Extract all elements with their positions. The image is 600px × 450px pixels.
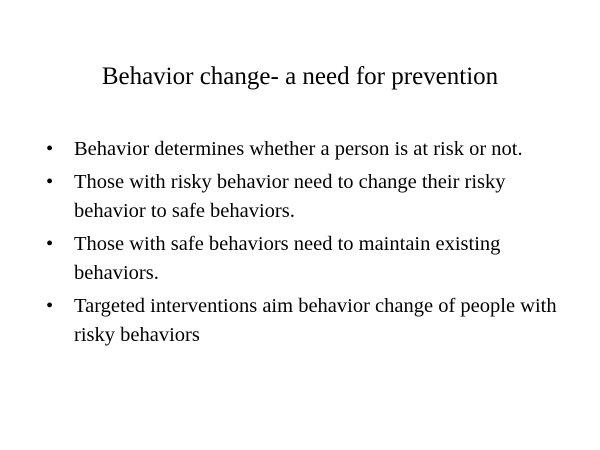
bullet-item [46, 230, 566, 288]
bullet-text: Targeted interventions aim behavior change of people with risky behaviors [74, 295, 557, 346]
bullet-item [46, 168, 566, 226]
slide-title: Behavior change- a need for prevention [101, 63, 499, 90]
bullet-list [46, 135, 566, 354]
bullet-text: Those with risky behavior need to change their risky behavior to safe behaviors. [74, 171, 506, 222]
bullet-dot-icon: • [46, 138, 54, 160]
bullet-text: Behavior determines whether a person is at risk or not. [74, 138, 523, 160]
bullet-dot-icon: • [46, 233, 54, 255]
bullet-dot-icon: • [46, 171, 54, 193]
bullet-item [46, 135, 566, 164]
bullet-item [46, 292, 566, 350]
bullet-text: Those with safe behaviors need to maintain existing behaviors. [74, 233, 501, 284]
bullet-dot-icon: • [46, 295, 54, 317]
